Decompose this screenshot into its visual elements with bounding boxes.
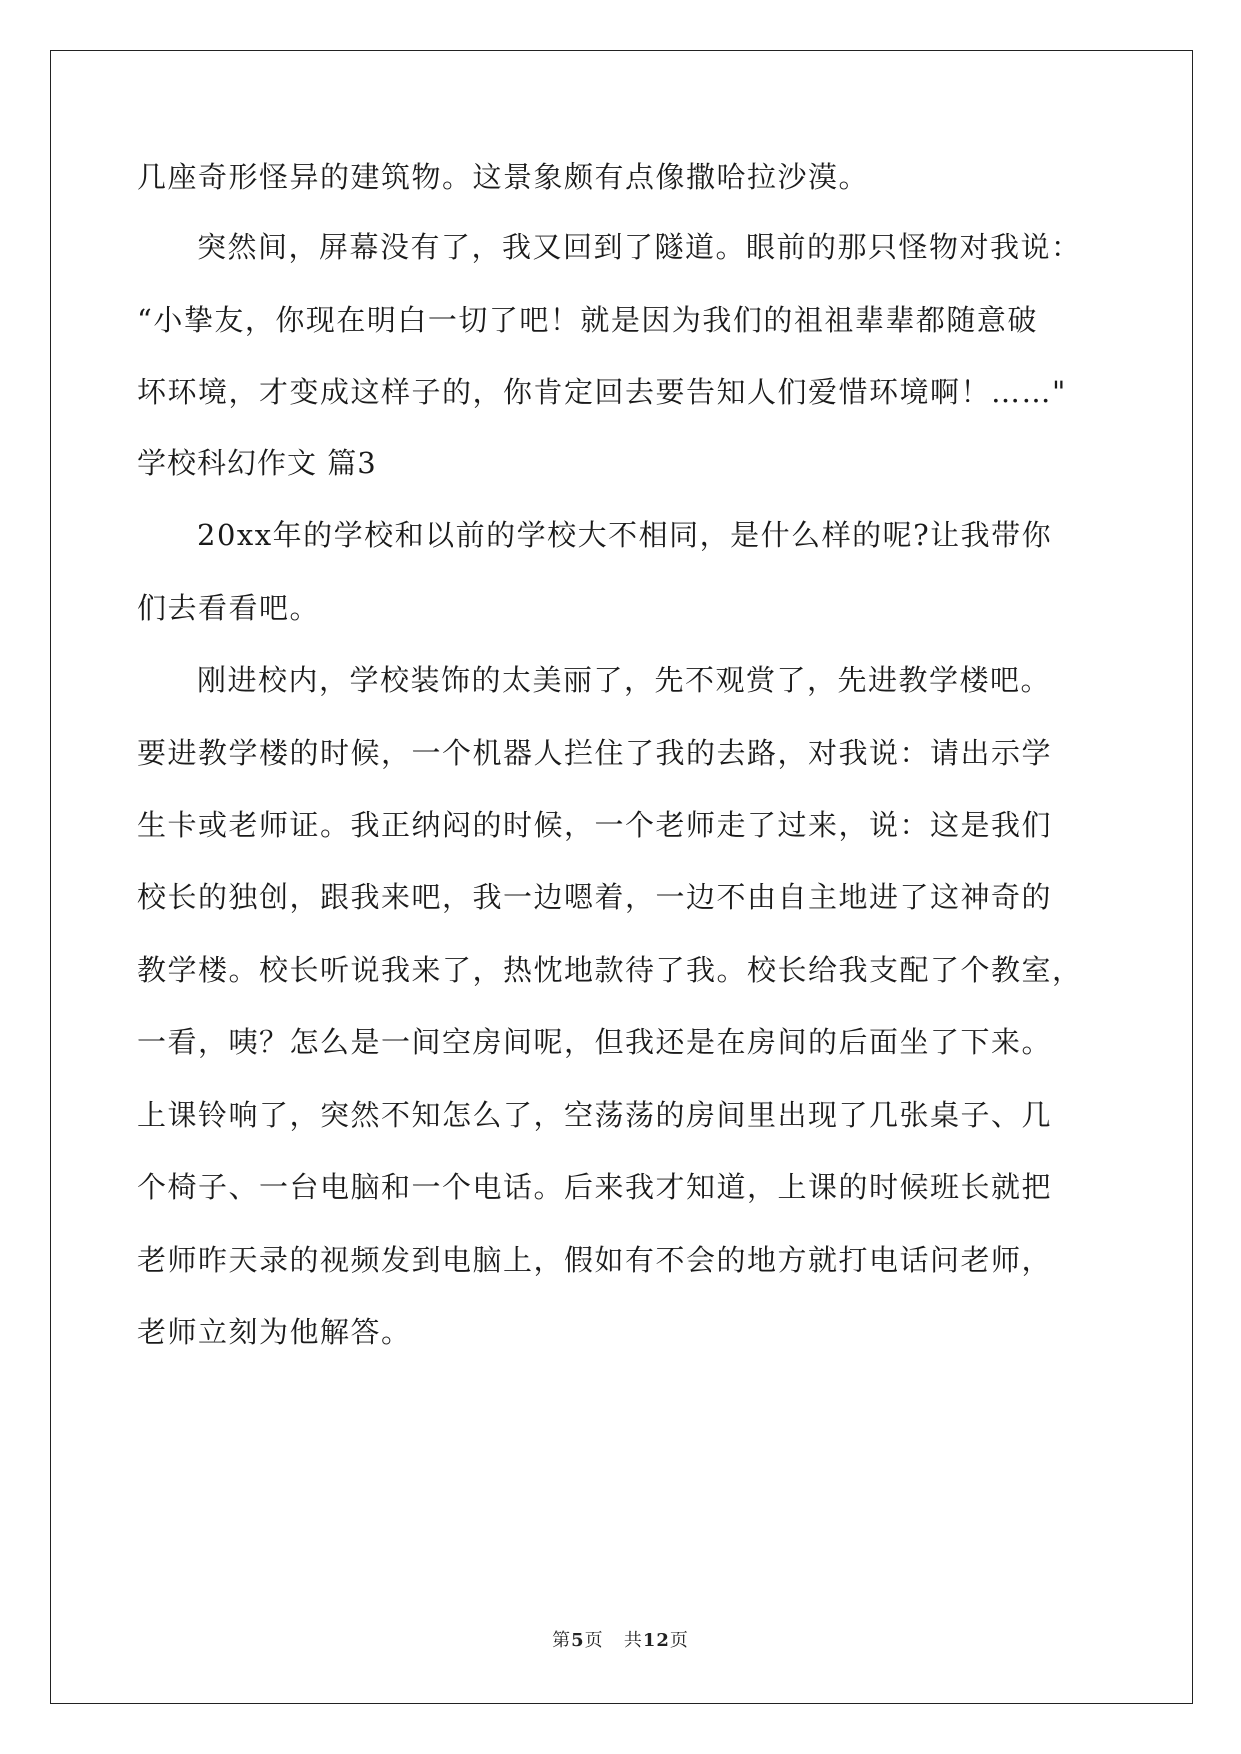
section-heading: 学校科幻作文 篇3	[137, 446, 377, 480]
paragraph-line: 突然间，屏幕没有了，我又回到了隧道。眼前的那只怪物对我说：	[197, 230, 1082, 264]
paragraph-line: 老师立刻为他解答。	[137, 1315, 412, 1349]
paragraph-line: 生卡或老师证。我正纳闷的时候，一个老师走了过来，说：这是我们	[137, 808, 1053, 842]
paragraph-line: “小挚友，你现在明白一切了吧！就是因为我们的祖祖辈辈都随意破	[137, 303, 1038, 337]
footer-total-suffix: 页	[669, 1630, 689, 1651]
paragraph-line: 上课铃响了，突然不知怎么了，空荡荡的房间里出现了几张桌子、几	[137, 1098, 1053, 1132]
paragraph-line: 要进教学楼的时候，一个机器人拦住了我的去路，对我说：请出示学	[137, 736, 1053, 770]
paragraph-line: 老师昨天录的视频发到电脑上，假如有不会的地方就打电话问老师，	[137, 1243, 1053, 1277]
paragraph-line: 教学楼。校长听说我来了，热忱地款待了我。校长给我支配了个教室，	[137, 953, 1083, 987]
footer-prefix: 第	[552, 1630, 572, 1651]
text-line-continuation: 几座奇形怪异的建筑物。这景象颇有点像撒哈拉沙漠。	[137, 160, 870, 194]
paragraph-line: 坏环境，才变成这样子的，你肯定回去要告知人们爱惜环境啊！……"	[137, 375, 1067, 409]
page-footer	[0, 1626, 1241, 1652]
paragraph-line: 们去看看吧。	[137, 591, 321, 625]
total-pages-number: 12	[642, 1630, 670, 1651]
current-page-number: 5	[571, 1630, 585, 1651]
paragraph-line: 校长的独创，跟我来吧，我一边嗯着，一边不由自主地进了这神奇的	[137, 880, 1053, 914]
paragraph-line: 个椅子、一台电脑和一个电话。后来我才知道，上课的时候班长就把	[137, 1170, 1053, 1204]
footer-page-suffix: 页	[584, 1630, 604, 1651]
paragraph-line: 一看，咦？怎么是一间空房间呢，但我还是在房间的后面坐了下来。	[137, 1025, 1053, 1059]
footer-total-prefix: 共	[623, 1630, 643, 1651]
paragraph-line: 20xx年的学校和以前的学校大不相同，是什么样的呢?让我带你	[197, 518, 1053, 552]
paragraph-line: 刚进校内，学校装饰的太美丽了，先不观赏了，先进教学楼吧。	[197, 663, 1052, 697]
